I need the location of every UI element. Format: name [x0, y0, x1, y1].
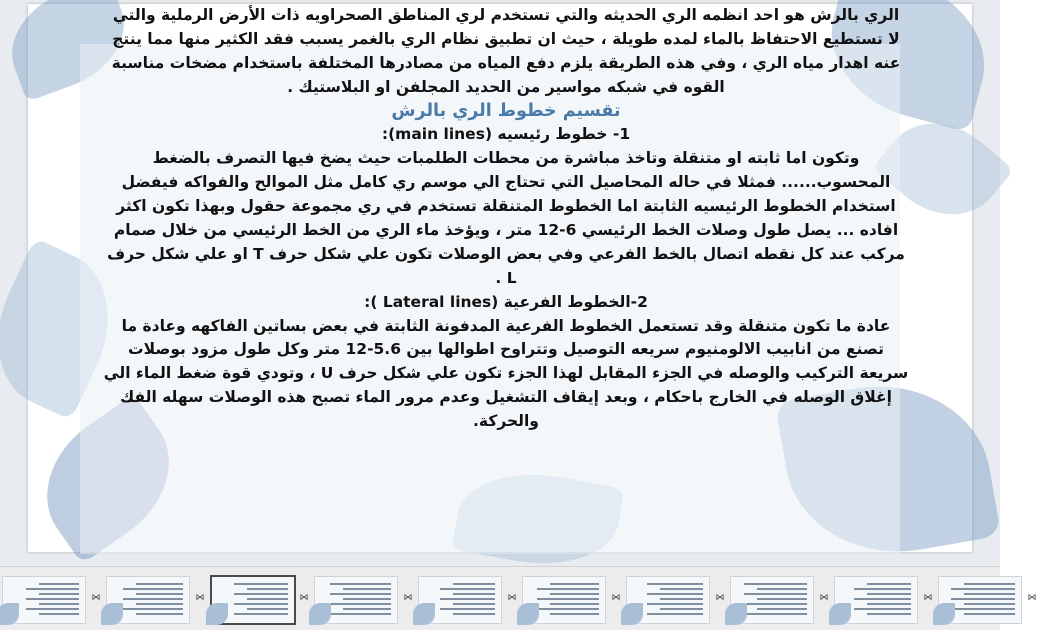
thumbnail-text-line	[744, 613, 807, 615]
thumbnail-text-line	[123, 608, 183, 610]
slide-transition-icon[interactable]: ⋈	[611, 593, 621, 603]
thumbnail-text-line	[757, 608, 807, 610]
slide-text-line: سريعة التركيب والوصله في الجزء المقابل لهذا الجزء تكون علي شكل حرف U ، وتودي قوة ضغط الماء الي	[103, 364, 909, 383]
thumbnail-text-line	[537, 608, 599, 610]
thumbnail-text-line	[343, 598, 391, 600]
thumbnail-leaf-decoration	[206, 603, 228, 625]
thumbnail-text-line	[136, 583, 183, 585]
thumbnail-leaf-decoration	[517, 603, 539, 625]
thumbnail-text-line	[123, 588, 183, 590]
thumbnail-leaf-decoration	[309, 603, 331, 625]
slide-transition-icon[interactable]: ⋈	[923, 593, 933, 603]
thumbnail-text-line	[647, 583, 703, 585]
slide-transition-icon[interactable]: ⋈	[1027, 593, 1037, 603]
thumbnail-text-line	[136, 603, 183, 605]
slide-thumbnail[interactable]	[730, 576, 814, 624]
thumbnail-text-line	[247, 608, 288, 610]
slide-transition-icon[interactable]: ⋈	[507, 593, 517, 603]
thumbnail-text-line	[440, 608, 495, 610]
thumbnail-text-line	[453, 583, 495, 585]
thumbnail-text-line	[234, 603, 288, 605]
thumbnail-text-line	[440, 598, 495, 600]
slide-thumbnail[interactable]	[626, 576, 710, 624]
thumbnail-text-line	[247, 598, 288, 600]
thumbnail-text-line	[647, 603, 703, 605]
thumbnail-text-line	[757, 598, 807, 600]
thumbnail-leaf-decoration	[621, 603, 643, 625]
thumbnail-text-line	[343, 608, 391, 610]
thumbnail-text-line	[744, 603, 807, 605]
slide-text-line: تصنع من انابيب الالومنيوم سريعه التوصيل وتتراوح اطوالها بين 5.6-12 متر وكل طول مزود بوصلات	[128, 340, 884, 359]
thumbnail-text-line	[330, 613, 391, 615]
slide-text-line: وتكون اما ثابته او متنقلة وتاخذ مباشرة من محطات الطلمبات حيث يضخ فيها التصرف بالضغط	[152, 149, 860, 168]
thumbnail-text-line	[343, 588, 391, 590]
thumbnail-text-line	[964, 613, 1015, 615]
thumbnail-text-line	[854, 588, 911, 590]
thumbnail-text-line	[537, 588, 599, 590]
thumbnail-text-line	[550, 593, 599, 595]
thumbnail-text-line	[854, 608, 911, 610]
thumbnail-text-line	[964, 583, 1015, 585]
thumbnail-text-line	[951, 588, 1015, 590]
thumbnail-text-line	[330, 603, 391, 605]
thumbnail-text-line	[964, 603, 1015, 605]
thumbnail-text-line	[744, 583, 807, 585]
thumbnail-text-line	[854, 598, 911, 600]
slide-text-box[interactable]	[20, 4, 992, 434]
thumbnail-text-line	[234, 583, 288, 585]
thumbnail-text-line	[39, 613, 79, 615]
thumbnail-text-line	[867, 603, 911, 605]
thumbnail-text-line	[660, 608, 703, 610]
thumbnail-text-line	[453, 593, 495, 595]
slide-text-line: عنه اهدار مياه الري ، وفي هذه الطريقة يلزم دفع المياه من مصادرها المختلفة باستخدام مضخات مناسبة	[111, 53, 901, 72]
slide-thumbnail[interactable]	[314, 576, 398, 624]
slide-text-line: افاده ... يصل طول وصلات الخط الرئيسي 6-12 متر ، ويؤخذ ماء الري من الخط الرئيسي من خلال صمام	[113, 221, 899, 240]
thumbnail-text-line	[26, 608, 79, 610]
slide-transition-icon[interactable]: ⋈	[299, 593, 309, 603]
thumbnail-text-line	[660, 588, 703, 590]
thumbnail-text-line	[744, 593, 807, 595]
thumbnail-text-line	[951, 608, 1015, 610]
thumbnail-leaf-decoration	[725, 603, 747, 625]
slide-text-line: عادة ما تكون متنقلة وقد تستعمل الخطوط الفرعية المدفونة الثابتة في بعض بساتين الفاكهه وعادة ما	[121, 316, 891, 335]
slide-text-line: إغلاق الوصله في الخارج باحكام ، وبعد إيقاف التشغيل وعدم مرور الماء تصبح هذه الوصلات سهله الفك	[120, 388, 892, 407]
thumbnail-text-line	[39, 593, 79, 595]
slide-text-line: القوه في شبكه مواسير من الحديد المجلفن او البلاستيك .	[287, 77, 725, 96]
thumbnail-text-line	[136, 613, 183, 615]
thumbnail-text-line	[647, 593, 703, 595]
slide-thumbnail[interactable]	[522, 576, 606, 624]
slide-subheading-lateral-lines: 2-الخطوط الفرعية (Lateral lines ):	[364, 292, 648, 311]
thumbnail-text-line	[550, 603, 599, 605]
slide-text-line: استخدام الخطوط الرئيسيه الثابتة اما الخطوط المتنقلة تستخدم في ري مجموعة حقول وبهذا تكون اكثر	[116, 197, 896, 216]
thumbnail-leaf-decoration	[101, 603, 123, 625]
slide-transition-icon[interactable]: ⋈	[403, 593, 413, 603]
slide-text-line: L .	[495, 268, 517, 287]
thumbnail-text-line	[550, 613, 599, 615]
thumbnail-text-line	[26, 588, 79, 590]
slide-thumbnail[interactable]	[106, 576, 190, 624]
slide-text-line: والحركة.	[473, 412, 539, 431]
thumbnail-text-line	[647, 613, 703, 615]
slide-section-heading: تقسيم خطوط الري بالرش	[391, 100, 621, 121]
thumbnail-text-line	[39, 583, 79, 585]
slide-text-line: لا تستطيع الاحتفاظ بالماء لمده طويلة ، حيث ان تطبيق نظام الري بالغمر يسبب فقد الكثير منها مما ينتج	[112, 29, 900, 48]
thumbnail-text-line	[757, 588, 807, 590]
slide-thumbnail[interactable]	[938, 576, 1022, 624]
slide-text-line: الري بالرش هو احد انظمه الري الحديثه والتي تستخدم لري المناطق الصحراويه ذات الأرض الرملية والتي	[112, 6, 900, 24]
thumbnail-text-line	[136, 593, 183, 595]
thumbnail-text-line	[330, 583, 391, 585]
slide-text-line: مركب عند كل نقطه اتصال بالخط الفرعي وفي بعض الوصلات تكون علي شكل حرف T او علي شكل حرف	[107, 244, 905, 263]
current-slide[interactable]	[28, 4, 972, 552]
slide-subheading-main-lines: 1- خطوط رئيسيه (main lines):	[381, 125, 631, 144]
thumbnail-text-line	[867, 613, 911, 615]
thumbnail-leaf-decoration	[829, 603, 851, 625]
thumbnail-text-line	[951, 598, 1015, 600]
thumbnail-text-line	[453, 613, 495, 615]
thumbnail-text-line	[123, 598, 183, 600]
thumbnail-leaf-decoration	[413, 603, 435, 625]
thumbnail-leaf-decoration	[0, 603, 19, 625]
slide-text-line: المحسوب...... فمثلا في حاله المحاصيل التي تحتاج الي موسم ري كامل مثل الموالح والفواكه فيفضل	[121, 173, 891, 192]
thumbnail-text-line	[234, 613, 288, 615]
slide-sorter-strip	[0, 566, 1037, 630]
thumbnail-text-line	[867, 593, 911, 595]
slide-transition-icon[interactable]: ⋈	[819, 593, 829, 603]
thumbnail-text-line	[537, 598, 599, 600]
thumbnail-text-line	[550, 583, 599, 585]
thumbnail-text-line	[39, 603, 79, 605]
slide-thumbnail[interactable]	[418, 576, 502, 624]
thumbnail-text-line	[330, 593, 391, 595]
thumbnail-text-line	[453, 603, 495, 605]
thumbnail-text-line	[440, 588, 495, 590]
slide-thumbnail[interactable]	[834, 576, 918, 624]
slide-thumbnail[interactable]	[210, 575, 296, 625]
thumbnail-text-line	[26, 598, 79, 600]
slide-transition-icon[interactable]: ⋈	[91, 593, 101, 603]
slide-transition-icon[interactable]: ⋈	[195, 593, 205, 603]
slide-thumbnail[interactable]	[2, 576, 86, 624]
slide-transition-icon[interactable]: ⋈	[715, 593, 725, 603]
thumbnail-text-line	[964, 593, 1015, 595]
thumbnail-text-line	[234, 593, 288, 595]
thumbnail-text-line	[247, 588, 288, 590]
thumbnail-text-line	[867, 583, 911, 585]
thumbnail-leaf-decoration	[933, 603, 955, 625]
thumbnail-text-line	[660, 598, 703, 600]
